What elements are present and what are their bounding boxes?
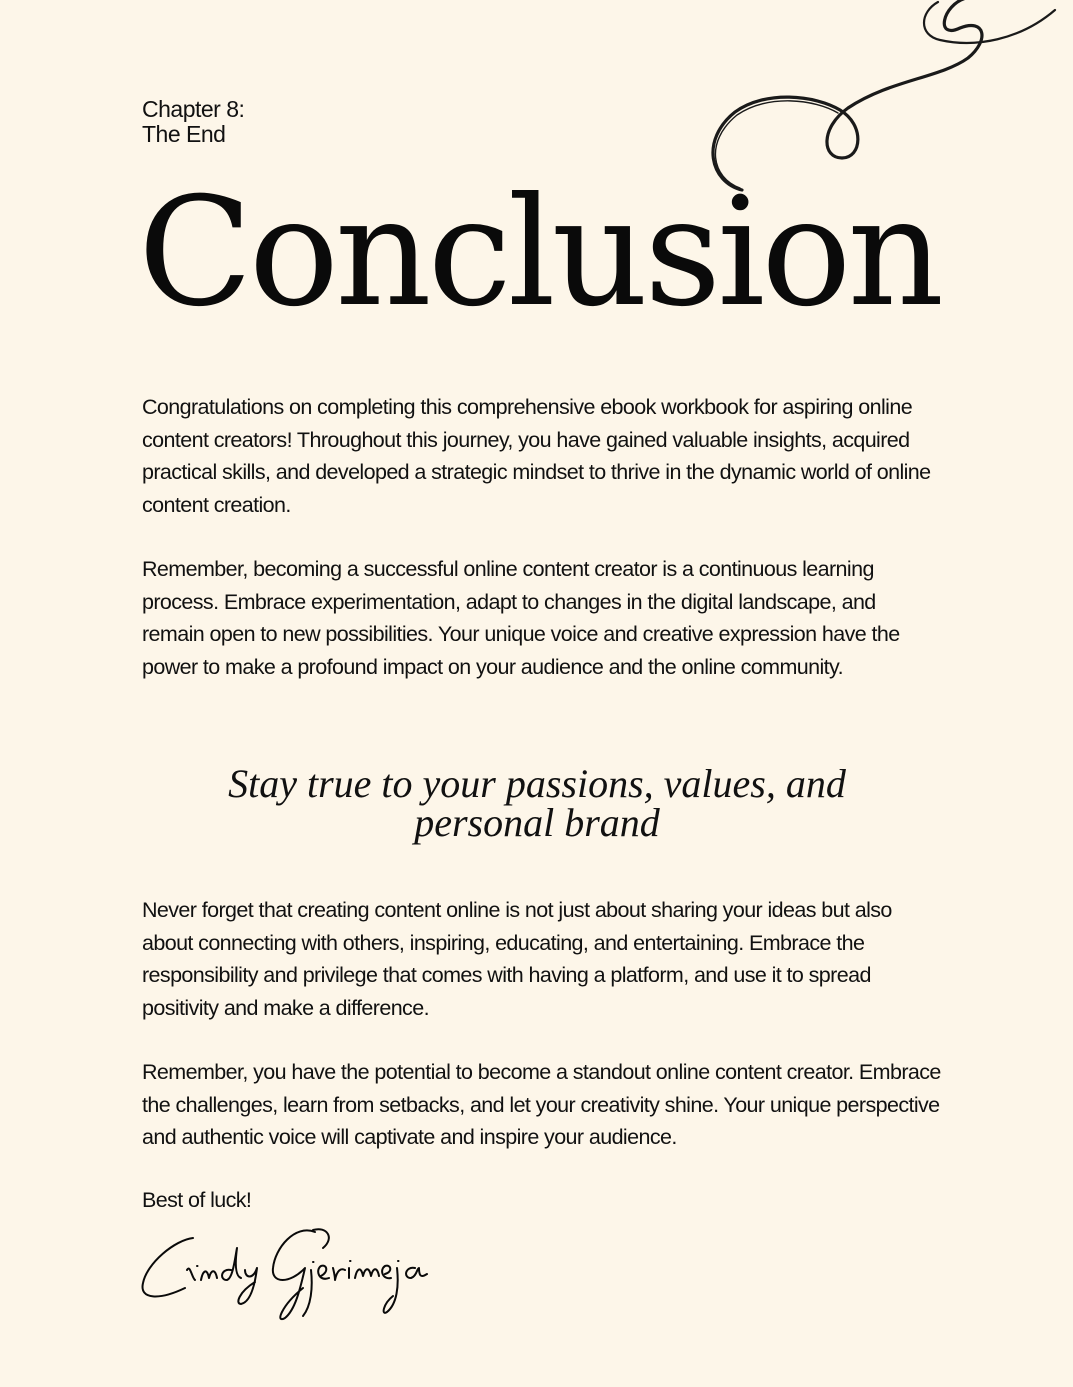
paragraph-potential: Remember, you have the potential to become a standout online content creator. Embrace the challenges, learn from setbacks, and let your creativity shine. Your unique perspective and authentic voice will captivate and inspire your audience. [142, 1060, 941, 1149]
pull-quote-line-2: personal brand [414, 800, 660, 845]
pull-quote [142, 761, 932, 845]
paragraph-continuous-learning: Remember, becoming a successful online content creator is a continuous learning process. Embrace experimentation, adapt to changes in the digital landscape, and remain open to new possibilities. Your unique voice and creative expression have the power to make a profound impact on your audience and the online community. [142, 557, 900, 679]
signoff-text: Best of luck! [142, 1188, 252, 1212]
chapter-label: Chapter 8: [142, 96, 245, 122]
chapter-subtitle: The End [142, 121, 226, 147]
chapter-heading [142, 97, 244, 147]
paragraph-congratulations: Congratulations on completing this comprehensive ebook workbook for aspiring online content creators! Throughout this journey, you have gained valuable insights, acquired practical skills, and developed a strategic mindset to thrive in the dynamic world of online content creation. [142, 395, 931, 517]
paragraph-connecting: Never forget that creating content online is not just about sharing your ideas but also about connecting with others, inspiring, educating, and entertaining. Embrace the responsibility and privilege that comes with having a platform, and use it to spread positivity and make a difference. [142, 898, 892, 1020]
page-title: Conclusion [138, 166, 941, 340]
pull-quote-line-1: Stay true to your passions, values, and [228, 761, 846, 806]
handwritten-signature-icon [135, 1218, 435, 1328]
